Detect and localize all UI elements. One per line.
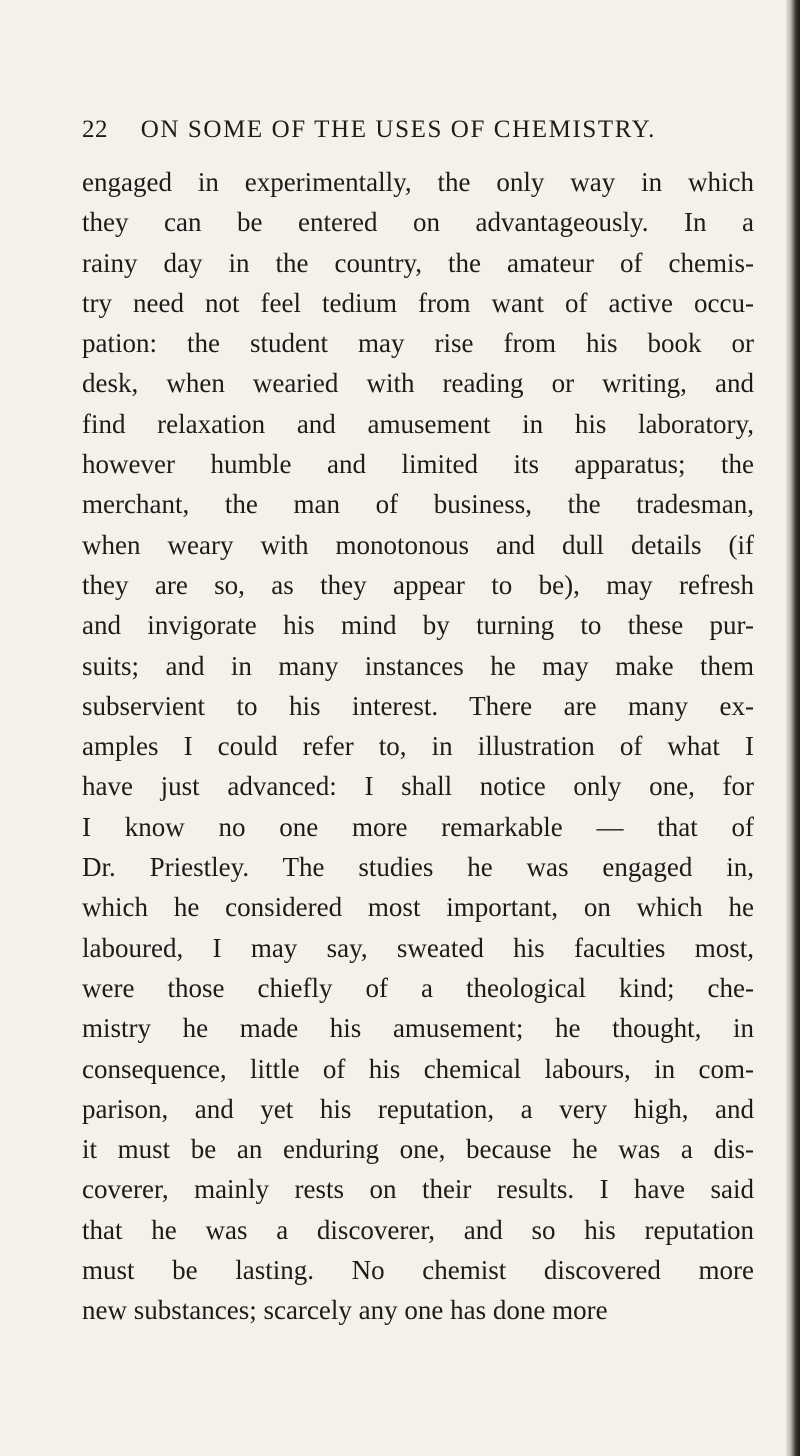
running-header bbox=[82, 116, 742, 150]
text-line: coverer, mainly rests on their results. I have said bbox=[82, 1174, 754, 1205]
text-line: which he considered most important, on which he bbox=[82, 892, 754, 923]
text-line: find relaxation and amusement in his laboratory, bbox=[82, 408, 754, 439]
text-line: laboured, I may say, sweated his faculties most, bbox=[82, 932, 754, 963]
text-line: suits; and in many instances he may make them bbox=[82, 650, 754, 681]
text-line: were those chiefly of a theological kind; che- bbox=[82, 972, 754, 1003]
running-title: ON SOME OF THE USES OF CHEMISTRY. bbox=[140, 116, 656, 143]
body-text bbox=[82, 162, 754, 1331]
text-line: they can be entered on advantageously. In a bbox=[82, 207, 754, 238]
text-line: parison, and yet his reputation, a very high, and bbox=[82, 1093, 754, 1124]
text-line: try need not feel tedium from want of active occu- bbox=[82, 287, 754, 318]
text-line: pation: the student may rise from his book or bbox=[82, 328, 754, 359]
text-line: subservient to his interest. There are many ex- bbox=[82, 690, 754, 721]
text-line: I know no one more remarkable — that of bbox=[82, 811, 754, 842]
page-binding-edge bbox=[786, 0, 800, 1456]
text-line: engaged in experimentally, the only way in which bbox=[82, 167, 754, 197]
text-line: rainy day in the country, the amateur of chemis- bbox=[82, 247, 754, 278]
text-line: new substances; scarcely any one has done more bbox=[82, 1295, 608, 1326]
text-line: must be lasting. No chemist discovered more bbox=[82, 1255, 754, 1286]
text-line: amples I could refer to, in illustration of what I bbox=[82, 731, 754, 762]
text-line: that he was a discoverer, and so his reputation bbox=[82, 1214, 754, 1245]
text-line: they are so, as they appear to be), may refresh bbox=[82, 569, 754, 600]
text-line: however humble and limited its apparatus; the bbox=[82, 449, 754, 480]
text-line: consequence, little of his chemical labours, in com- bbox=[82, 1053, 754, 1084]
text-line: it must be an enduring one, because he was a dis- bbox=[82, 1134, 754, 1165]
text-line: and invigorate his mind by turning to these pur- bbox=[82, 610, 754, 641]
text-line: Dr. Priestley. The studies he was engaged in, bbox=[82, 852, 754, 883]
text-line: desk, when wearied with reading or writing, and bbox=[82, 368, 754, 399]
page-number: 22 bbox=[82, 116, 108, 143]
text-line: have just advanced: I shall notice only one, for bbox=[82, 771, 754, 802]
text-line: when weary with monotonous and dull details (if bbox=[82, 529, 754, 560]
text-line: mistry he made his amusement; he thought, in bbox=[82, 1013, 754, 1044]
text-line: merchant, the man of business, the tradesman, bbox=[82, 489, 754, 520]
